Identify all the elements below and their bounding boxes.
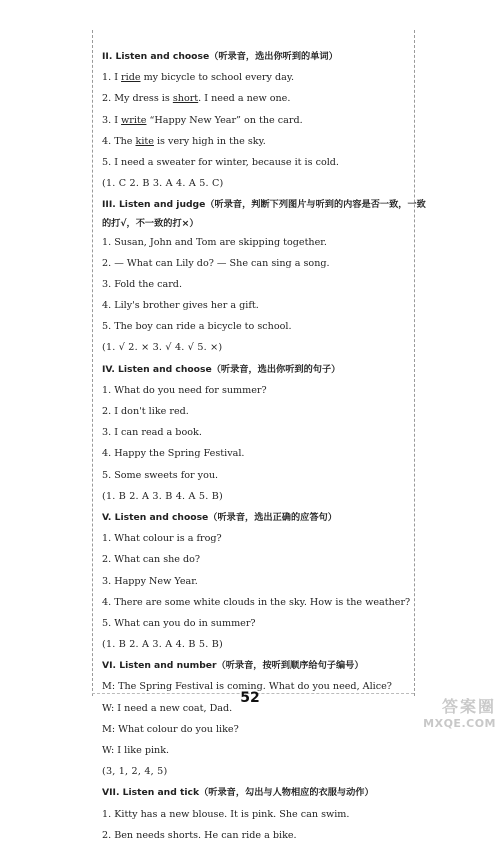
script-text: 3. I can read a book. (102, 427, 202, 439)
section-heading (102, 46, 407, 67)
script-text-tail: is very high in the sky. (153, 135, 266, 147)
script-text: 3. Fold the card. (102, 278, 183, 290)
script-text: 1. What do you need for summer? (102, 384, 267, 396)
script-text-tail: . I need a new one. (198, 93, 291, 105)
answer-key: (1. C 2. B 3. A 4. A 5. C) (102, 178, 224, 190)
section-heading (102, 194, 426, 215)
script-line (102, 380, 407, 401)
page-number: 52 (240, 690, 260, 706)
script-text: 1. Kitty has a new blouse. It is pink. She can swim. (102, 808, 350, 820)
script-line (102, 253, 407, 274)
section-heading-en: III. Listen and judge (102, 199, 206, 211)
section-heading-en: IV. Listen and choose (102, 363, 212, 375)
script-text: M: The Spring Festival is coming. What do you need, Alice? (102, 681, 392, 693)
script-line (102, 465, 407, 486)
script-text: W: I like pink. (102, 745, 170, 756)
script-text: M: What colour do you like? (102, 723, 239, 735)
script-line (102, 422, 407, 443)
script-line (102, 88, 407, 109)
section-heading-en: VII. Listen and tick (102, 787, 200, 799)
script-text: 1. Susan, John and Tom are skipping together. (102, 236, 327, 248)
section-heading-zh: （听录音，按听到顺序给句子编号） (216, 660, 364, 672)
script-text: 4. Happy the Spring Festival. (102, 448, 245, 460)
script-text: 1. I (102, 72, 122, 84)
script-line (102, 592, 411, 613)
script-text: 2. — What can Lily do? — She can sing a song. (102, 257, 330, 269)
script-text: 5. What can you do in summer? (102, 617, 256, 629)
section-heading-en: V. Listen and choose (102, 511, 209, 523)
underlined-word: kite (135, 135, 154, 147)
underlined-word: ride (121, 72, 141, 84)
script-line (102, 613, 407, 634)
script-line (102, 232, 407, 253)
script-line (102, 274, 407, 295)
listening-script (102, 46, 426, 846)
script-text: 5. Some sweets for you. (102, 469, 219, 481)
section-heading-en: VI. Listen and number (102, 660, 217, 672)
section-heading (102, 507, 407, 528)
watermark-cn: 答案圈 (441, 697, 496, 716)
script-text-tail: my bicycle to school every day. (140, 72, 295, 84)
answer-key: (1. B 2. A 3. A 4. B 5. B) (102, 639, 223, 651)
script-text: 4. Lily's brother gives her a gift. (102, 300, 259, 312)
script-text: 3. Happy New Year. (102, 575, 198, 587)
script-line (102, 316, 407, 337)
script-line (102, 719, 407, 740)
script-text-tail: “Happy New Year” on the card. (146, 114, 303, 126)
section-heading-zh: （听录音，勾出与人物相应的衣服与动作） (199, 787, 374, 799)
watermark-en: MXQE.COM (423, 717, 496, 730)
script-line (102, 443, 407, 464)
script-line (102, 131, 407, 152)
script-line (102, 152, 407, 173)
underlined-word: write (121, 114, 147, 126)
script-text: 1. What colour is a frog? (102, 533, 222, 545)
script-line (102, 295, 407, 316)
section-heading-en: II. Listen and choose (102, 51, 210, 62)
right-margin-rule (414, 30, 415, 696)
underlined-word: short (172, 93, 199, 105)
script-line (102, 67, 407, 88)
answer-key: (1. B 2. A 3. B 4. A 5. B) (102, 490, 223, 502)
script-text: 3. I (102, 114, 122, 126)
section-heading-zh: （听录音，选出正确的应答句） (208, 511, 337, 523)
script-text: 4. The (102, 135, 136, 147)
section-heading (102, 655, 407, 676)
script-line (102, 110, 407, 131)
watermark-logo (406, 694, 496, 732)
script-text: 2. What can she do? (102, 554, 201, 566)
script-text: 5. I need a sweater for winter, because it is cold. (102, 156, 339, 168)
script-text: 5. The boy can ride a bicycle to school. (102, 321, 292, 333)
script-line (102, 804, 407, 825)
script-line (102, 740, 407, 761)
script-text: 2. I don't like red. (102, 406, 189, 417)
answer-key: (1. √ 2. × 3. √ 4. √ 5. ×) (102, 342, 223, 354)
section-heading (102, 359, 407, 380)
script-line (102, 571, 407, 592)
script-line (102, 528, 407, 549)
script-text: 2. My dress is (102, 93, 173, 105)
script-line (102, 401, 407, 422)
script-text: 4. There are some white clouds in the sky. How is the weather? (102, 596, 411, 608)
script-text: 2. Ben needs shorts. He can ride a bike. (102, 829, 297, 841)
script-text: W: I need a new coat, Dad. (102, 702, 233, 714)
section-heading (102, 782, 407, 803)
script-line (102, 549, 407, 570)
section-heading-zh: （听录音，选出你听到的句子） (211, 363, 341, 375)
section-heading-zh: （听录音，判断下列图片与听到的内容是否一致，一致 (205, 199, 426, 211)
script-line (102, 825, 407, 846)
section-heading-zh: （听录音，选出你听到的单词） (209, 51, 338, 62)
section-heading-zh-cont: 的打√，不一致的打×） (102, 217, 199, 229)
answer-key: (3, 1, 2, 4, 5) (102, 766, 168, 778)
left-margin-rule (92, 30, 93, 696)
